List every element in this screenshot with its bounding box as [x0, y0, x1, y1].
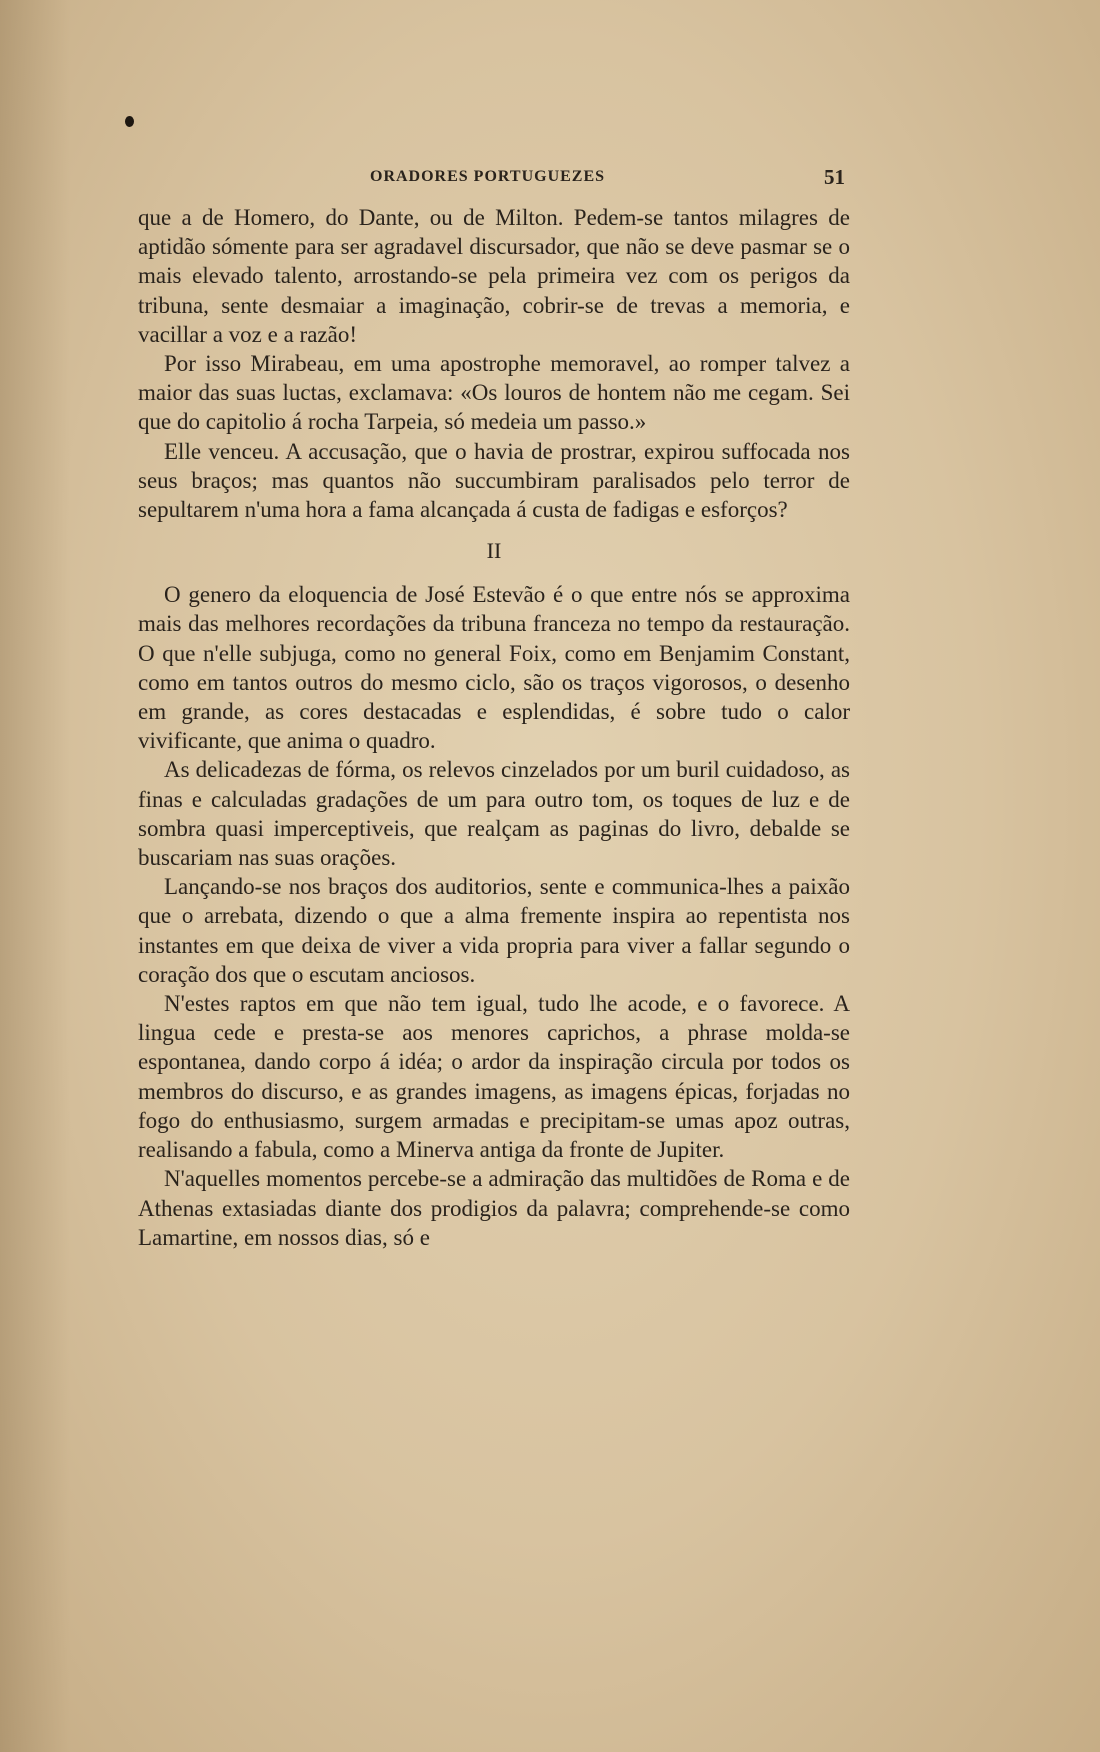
paragraph: Por isso Mirabeau, em uma apostrophe memoravel, ao romper talvez a maior das suas luctas, exclamava: «Os louros de hontem não me cegam. Sei que do capitolio á rocha Tarpeia, só medeia um passo.»: [138, 351, 850, 435]
paragraph: que a de Homero, do Dante, ou de Milton. Pedem-se tantos milagres de aptidão sómente para ser agradavel discursador, que não se deve pasmar se o mais elevado talento, arrostando-se pela primeira vez com os perigos da tribuna, sente desmaiar a imaginação, cobrir-se de trevas a memoria, e vacillar a voz e a razão!: [138, 205, 850, 347]
section-number: II: [486, 538, 502, 564]
page-number: 51: [824, 165, 845, 189]
paragraph: O genero da eloquencia de José Estevão é o que entre nós se approxima mais das melhores recordações da tribuna franceza no tempo da restauração. O que n'elle subjuga, como no general Foix, como em Benjamim Constant, como em tantos outros do mesmo ciclo, são os traços vigorosos, o desenho em grande, as cores destacadas e esplendidas, é sobre tudo o calor vivificante, que anima o quadro.: [138, 582, 850, 754]
ink-speck: [125, 116, 134, 127]
running-head: [135, 165, 855, 191]
paragraph: As delicadezas de fórma, os relevos cinzelados por um buril cuidadoso, as finas e calculadas gradações de um para outro tom, os toques de luz e de sombra quasi imperceptiveis, que realçam as paginas do livro, debalde se buscariam nas suas orações.: [138, 757, 850, 871]
running-title: ORADORES PORTUGUEZES: [370, 168, 606, 185]
body-text: [138, 203, 850, 1252]
paragraph: N'aquelles momentos percebe-se a admiração das multidões de Roma e de Athenas extasiadas diante dos prodigios da palavra; comprehende-se como Lamartine, em nossos dias, só e: [138, 1166, 850, 1250]
paragraph: Elle venceu. A accusação, que o havia de prostrar, expirou suffocada nos seus braços; mas quantos não succumbiram paralisados pelo terror de sepultarem n'uma hora a fama alcançada á custa de fadigas e esforços?: [138, 438, 850, 523]
paragraph: N'estes raptos em que não tem igual, tudo lhe acode, e o favorece. A lingua cede e presta-se aos menores caprichos, a phrase molda-se espontanea, dando corpo á idéa; o ardor da inspiração circula por todos os membros do discurso, e as grandes imagens, as imagens épicas, forjadas no fogo do enthusiasmo, surgem armadas e precipitam-se umas apoz outras, realisando a fabula, como a Minerva antiga da fronte de Jupiter.: [138, 991, 850, 1163]
paragraph: Lançando-se nos braços dos auditorios, sente e communica-lhes a paixão que o arrebata, dizendo o que a alma fremente inspira ao repentista nos instantes em que deixa de viver a vida propria para viver a fallar segundo o coração dos que o escutam anciosos.: [138, 874, 850, 987]
page-edge-shadow: [0, 0, 70, 1752]
